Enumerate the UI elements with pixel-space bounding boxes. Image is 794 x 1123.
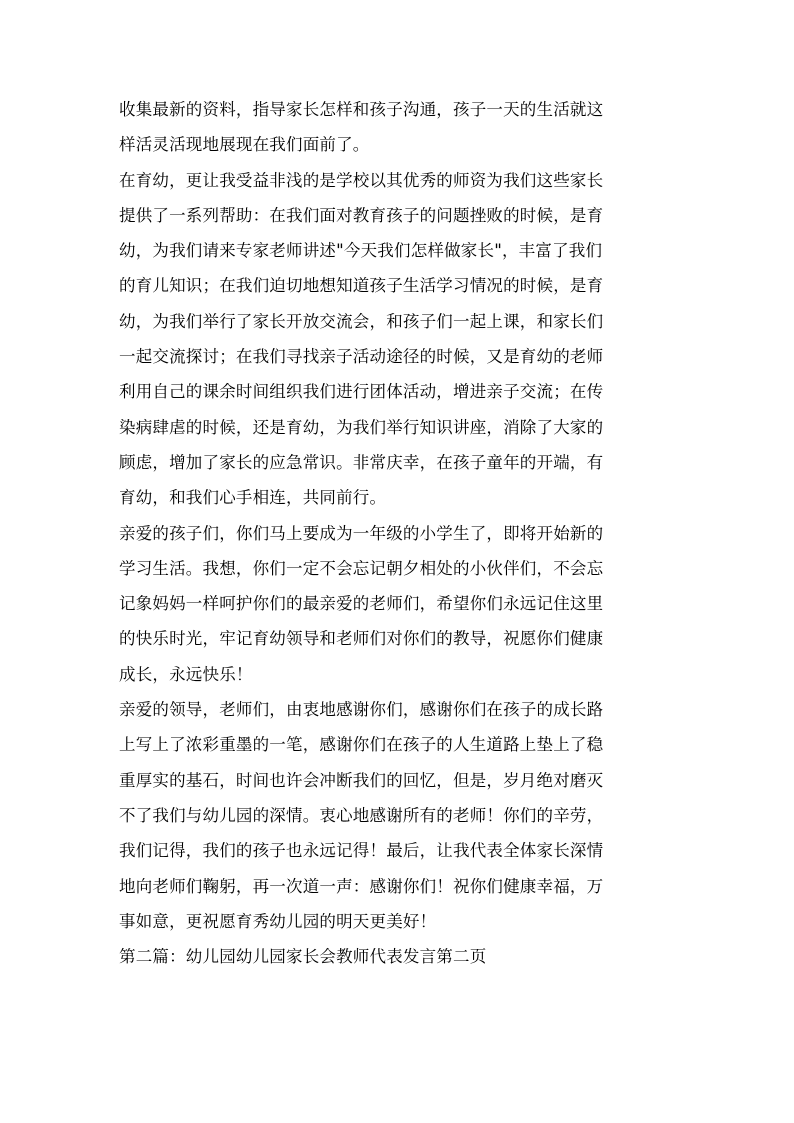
text-line: 染病肆虐的时候，还是育幼，为我们举行知识讲座，消除了大家的 — [119, 417, 604, 437]
text-line: 重厚实的基石，时间也许会冲断我们的回忆，但是，岁月绝对磨灭 — [119, 770, 604, 790]
text-line: 一起交流探讨；在我们寻找亲子活动途径的时候，又是育幼的老师 — [119, 347, 604, 367]
text-line: 利用自己的课余时间组织我们进行团体活动，增进亲子交流；在传 — [119, 382, 604, 402]
text-line: 我们记得，我们的孩子也永远记得！最后，让我代表全体家长深情 — [119, 841, 604, 861]
text-line: 成长，永远快乐！ — [119, 664, 253, 684]
text-line: 提供了一系列帮助：在我们面对教育孩子的问题挫败的时候，是育 — [119, 205, 604, 225]
text-line: 亲爱的领导，老师们，由衷地感谢你们，感谢你们在孩子的成长路 — [119, 700, 604, 720]
text-line: 育幼，和我们心手相连，共同前行。 — [119, 488, 387, 508]
text-line: 记象妈妈一样呵护你们的最亲爱的老师们，希望你们永远记住这里 — [119, 594, 604, 614]
text-line: 顾虑，增加了家长的应急常识。非常庆幸，在孩子童年的开端，有 — [119, 452, 604, 472]
text-line: 的快乐时光，牢记育幼领导和老师们对你们的教导，祝愿你们健康 — [119, 629, 604, 649]
document-body — [119, 92, 689, 974]
text-line: 事如意，更祝愿育秀幼儿园的明天更美好！ — [119, 911, 437, 931]
text-line: 不了我们与幼儿园的深情。衷心地感谢所有的老师！你们的辛劳， — [119, 805, 604, 825]
text-line: 地向老师们鞠躬，再一次道一声：感谢你们！祝你们健康幸福，万 — [119, 876, 604, 896]
text-line: 在育幼，更让我受益非浅的是学校以其优秀的师资为我们这些家长 — [119, 170, 604, 190]
text-line: 的育儿知识；在我们迫切地想知道孩子生活学习情况的时候，是育 — [119, 276, 604, 296]
text-line: 幼，为我们举行了家长开放交流会，和孩子们一起上课，和家长们 — [119, 311, 604, 331]
text-line: 学习生活。我想，你们一定不会忘记朝夕相处的小伙伴们，不会忘 — [119, 558, 604, 578]
text-line: 上写上了浓彩重墨的一笔，感谢你们在孩子的人生道路上垫上了稳 — [119, 735, 604, 755]
section-heading: 第二篇：幼儿园幼儿园家长会教师代表发言第二页 — [119, 947, 487, 967]
text-line: 亲爱的孩子们，你们马上要成为一年级的小学生了，即将开始新的 — [119, 523, 604, 543]
text-line: 收集最新的资料，指导家长怎样和孩子沟通，孩子一天的生活就这 — [119, 100, 604, 119]
text-line: 幼，为我们请来专家老师讲述"今天我们怎样做家长"，丰富了我们 — [119, 241, 603, 261]
text-line: 样活灵活现地展现在我们面前了。 — [119, 135, 370, 155]
